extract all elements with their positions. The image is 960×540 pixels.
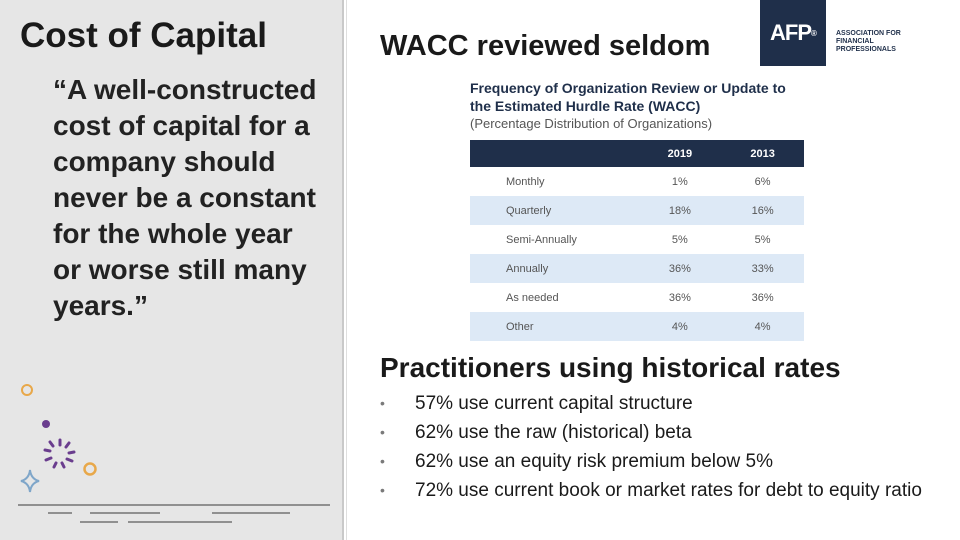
burst-icon bbox=[45, 440, 74, 467]
header-cell-2013: 2013 bbox=[721, 140, 804, 167]
table-row bbox=[470, 312, 804, 341]
table-row bbox=[470, 167, 804, 196]
row-label: Monthly bbox=[506, 175, 545, 188]
row-label: Annually bbox=[470, 254, 639, 283]
list-item-text: 62% use an equity risk premium below 5% bbox=[415, 451, 774, 472]
row-label: Other bbox=[470, 312, 639, 341]
slide-title: Cost of Capital bbox=[20, 16, 267, 55]
afp-logo bbox=[760, 0, 910, 66]
row-value-2013: 36% bbox=[751, 291, 774, 304]
table-title bbox=[470, 79, 790, 133]
bullet-icon: • bbox=[380, 453, 385, 469]
logo-registered: ® bbox=[811, 28, 816, 38]
row-label: Quarterly bbox=[470, 196, 639, 225]
table-row bbox=[470, 254, 804, 283]
list-item bbox=[380, 479, 922, 508]
table-subtitle: (Percentage Distribution of Organizations) bbox=[470, 116, 713, 131]
bullet-icon: • bbox=[380, 395, 385, 411]
bullet-icon: • bbox=[380, 482, 385, 498]
practitioners-heading: Practitioners using historical rates bbox=[380, 352, 841, 383]
quote-text: “A well-constructed cost of capital for a company should never be a constant for the whole year or worse still many years.” bbox=[53, 74, 317, 321]
header-cell-2019: 2019 bbox=[639, 140, 722, 167]
list-item-text: 57% use current capital structure bbox=[415, 393, 693, 414]
table-header-row bbox=[470, 140, 804, 167]
row-value-2013: 16% bbox=[721, 196, 804, 225]
panel-divider-inner bbox=[346, 0, 347, 540]
frequency-table bbox=[470, 140, 804, 341]
table-title-line2: the Estimated Hurdle Rate (WACC) bbox=[470, 98, 701, 114]
row-value-2019: 1% bbox=[671, 175, 688, 188]
decorative-graphics bbox=[0, 370, 340, 540]
row-value-2013: 5% bbox=[754, 233, 771, 246]
table-row bbox=[470, 225, 804, 254]
wacc-title: WACC reviewed seldom bbox=[380, 30, 711, 62]
purple-dot bbox=[42, 420, 50, 428]
orange-ring-small bbox=[22, 385, 32, 395]
row-value-2019: 5% bbox=[671, 233, 688, 246]
panel-divider bbox=[342, 0, 344, 540]
list-item bbox=[380, 392, 922, 421]
table-row bbox=[470, 283, 804, 312]
header-cell-blank bbox=[470, 140, 639, 167]
decorative-lines bbox=[18, 505, 330, 522]
list-item-text: 62% use the raw (historical) beta bbox=[415, 422, 692, 443]
row-value-2013: 33% bbox=[721, 254, 804, 283]
row-value-2019: 18% bbox=[639, 196, 722, 225]
row-value-2019: 4% bbox=[639, 312, 722, 341]
logo-mark bbox=[760, 0, 826, 66]
row-value-2019: 36% bbox=[639, 254, 722, 283]
list-item-text: 72% use current book or market rates for debt to equity ratio bbox=[415, 480, 922, 501]
bullet-icon: • bbox=[380, 424, 385, 440]
row-value-2019: 36% bbox=[668, 291, 691, 304]
list-item bbox=[380, 450, 922, 479]
logo-text: ASSOCIATION FOR FINANCIAL PROFESSIONALS bbox=[836, 30, 901, 53]
logo-mark-text: AFP bbox=[770, 20, 812, 45]
row-label: As needed bbox=[506, 291, 559, 304]
orange-ring bbox=[85, 464, 96, 475]
row-value-2013: 6% bbox=[754, 175, 771, 188]
sparkle-icon bbox=[21, 470, 39, 492]
table-title-line1: Frequency of Organization Review or Update to bbox=[470, 80, 786, 96]
table-row bbox=[470, 196, 804, 225]
list-item bbox=[380, 421, 922, 450]
row-label: Semi-Annually bbox=[506, 233, 577, 246]
row-value-2013: 4% bbox=[721, 312, 804, 341]
practitioners-list bbox=[380, 392, 922, 508]
